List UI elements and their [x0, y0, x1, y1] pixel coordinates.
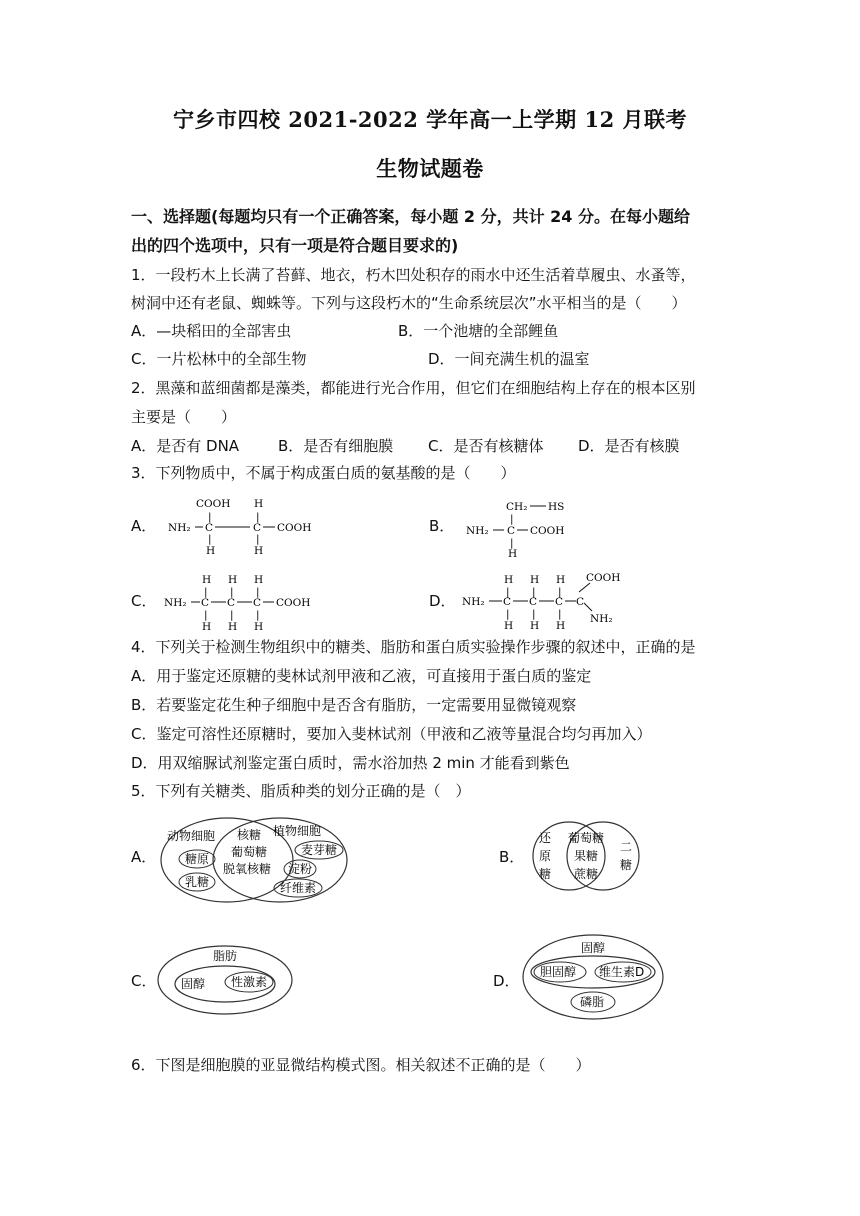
- svg-text:|: |: [558, 586, 562, 598]
- q2-stem-line-1: 2．黑藻和蓝细菌都是藻类，都能进行光合作用，但它们在细胞结构上存在的根本区别: [131, 379, 696, 397]
- svg-text:C: C: [205, 522, 214, 534]
- svg-text:糖: 糖: [539, 867, 552, 881]
- q3-option-b-label: B．: [429, 517, 455, 535]
- svg-text:|: |: [506, 586, 510, 598]
- svg-text:|: |: [230, 586, 234, 598]
- svg-text:H: H: [228, 574, 238, 586]
- svg-text:|: |: [204, 586, 208, 598]
- q4-option-c: C．鉴定可溶性还原糖时，要加入斐林试剂（甲液和乙液等量混合均匀再加入）: [131, 725, 652, 743]
- svg-text:|: |: [510, 513, 514, 525]
- svg-text:|: |: [230, 609, 234, 621]
- svg-text:麦芽糖: 麦芽糖: [301, 843, 338, 857]
- q1-option-a: A．—块稻田的全部害虫: [131, 322, 292, 340]
- q3-structure-c: [160, 572, 330, 634]
- svg-text:|: |: [532, 608, 536, 620]
- svg-text:H: H: [228, 621, 238, 633]
- svg-text:固醇: 固醇: [581, 941, 606, 955]
- svg-text:动物细胞: 动物细胞: [167, 829, 216, 843]
- q3a-bond-v1: |: [208, 511, 212, 523]
- svg-text:|: |: [256, 533, 260, 545]
- svg-text:H: H: [206, 545, 216, 557]
- svg-text:H: H: [504, 574, 514, 586]
- q4-option-a: A．用于鉴定还原糖的斐林试剂甲液和乙液，可直接用于蛋白质的鉴定: [131, 667, 592, 685]
- svg-text:|: |: [204, 609, 208, 621]
- svg-text:糖原: 糖原: [185, 852, 210, 866]
- svg-text:|: |: [532, 586, 536, 598]
- svg-text:淀粉: 淀粉: [288, 862, 313, 876]
- q4-stem: 4．下列关于检测生物组织中的糖类、脂肪和蛋白质实验操作步骤的叙述中，正确的是: [131, 638, 696, 656]
- svg-text:C: C: [529, 596, 538, 608]
- svg-text:二: 二: [620, 840, 633, 854]
- svg-text:|: |: [506, 608, 510, 620]
- svg-text:H: H: [508, 548, 518, 558]
- q3a-h-top: H: [254, 498, 264, 510]
- svg-text:葡萄糖: 葡萄糖: [568, 831, 605, 845]
- section-heading-line-2: 出的四个选项中，只有一项是符合题目要求的): [131, 236, 459, 255]
- svg-text:NH₂: NH₂: [590, 613, 613, 625]
- q3-option-d-label: D．: [429, 592, 456, 610]
- svg-text:核糖: 核糖: [237, 828, 262, 842]
- svg-text:糖: 糖: [620, 858, 633, 872]
- q1-stem-line-2: 树洞中还有老鼠、蜘蛛等。下列与这段朽木的“生命系统层次”水平相当的是（ ）: [131, 294, 687, 312]
- svg-text:H: H: [504, 620, 514, 632]
- q1-option-c: C．一片松林中的全部生物: [131, 350, 307, 368]
- q4-option-b: B．若要鉴定花生种子细胞中是否含有脂肪，一定需要用显微镜观察: [131, 696, 577, 714]
- q3a-nh2: NH₂: [168, 522, 191, 534]
- q2-option-d: D．是否有核膜: [578, 437, 680, 455]
- svg-text:NH₂: NH₂: [462, 596, 485, 608]
- svg-text:|: |: [208, 533, 212, 545]
- q3a-cooh-right: COOH: [277, 522, 312, 534]
- svg-text:H: H: [556, 574, 566, 586]
- q5-option-d-label: D．: [493, 972, 520, 990]
- svg-text:|: |: [558, 608, 562, 620]
- q1-stem-line-1: 1．一段朽木上长满了苔藓、地衣，朽木凹处积存的雨水中还生活着草履虫、水蚤等，: [131, 266, 696, 284]
- q3a-cooh-top: COOH: [196, 498, 231, 510]
- svg-text:乳糖: 乳糖: [185, 875, 210, 889]
- q2-option-c: C．是否有核糖体: [428, 437, 544, 455]
- svg-text:C: C: [555, 596, 564, 608]
- q1-option-d: D．一间充满生机的温室: [428, 350, 590, 368]
- q3-structure-d: [460, 566, 640, 634]
- svg-text:脂肪: 脂肪: [213, 949, 238, 963]
- svg-text:H: H: [556, 620, 566, 632]
- q5-option-c-label: C．: [131, 972, 157, 990]
- q5-venn-d: [520, 932, 666, 1022]
- svg-text:维生素D: 维生素D: [599, 965, 645, 979]
- svg-text:固醇: 固醇: [181, 977, 206, 991]
- svg-text:H: H: [530, 620, 540, 632]
- svg-text:植物细胞: 植物细胞: [273, 824, 322, 838]
- svg-text:HS: HS: [548, 501, 565, 513]
- svg-text:还: 还: [539, 831, 552, 845]
- q5-venn-b: [525, 818, 645, 894]
- svg-text:C: C: [253, 597, 262, 609]
- q2-stem-line-2: 主要是（ ）: [131, 408, 237, 426]
- svg-text:H: H: [530, 574, 540, 586]
- svg-text:胆固醇: 胆固醇: [540, 965, 577, 979]
- svg-text:原: 原: [539, 849, 552, 863]
- svg-text:蔗糖: 蔗糖: [574, 867, 599, 881]
- q3-structure-b: [460, 496, 600, 558]
- q3-stem: 3．下列物质中，不属于构成蛋白质的氨基酸的是（ ）: [131, 464, 516, 482]
- svg-text:COOH: COOH: [276, 597, 311, 609]
- svg-text:|: |: [510, 537, 514, 549]
- svg-text:H: H: [254, 621, 264, 633]
- svg-text:H: H: [202, 574, 212, 586]
- svg-text:COOH: COOH: [530, 525, 565, 537]
- svg-text:C: C: [253, 522, 262, 534]
- section-heading-line-1: 一、选择题(每题均只有一个正确答案，每小题 2 分，共计 24 分。在每小题给: [131, 207, 690, 226]
- svg-text:性激素: 性激素: [231, 975, 268, 989]
- q3-option-a-label: A．: [131, 517, 157, 535]
- svg-text:H: H: [202, 621, 212, 633]
- svg-text:果糖: 果糖: [574, 849, 599, 863]
- exam-title: 宁乡市四校 2021-2022 学年高一上学期 12 月联考: [172, 107, 688, 132]
- svg-text:NH₂: NH₂: [466, 525, 489, 537]
- q2-option-a: A．是否有 DNA: [131, 437, 240, 455]
- svg-text:葡萄糖: 葡萄糖: [231, 845, 268, 859]
- svg-text:NH₂: NH₂: [164, 597, 187, 609]
- q1-option-b: B．一个池塘的全部鲤鱼: [398, 322, 559, 340]
- svg-text:C: C: [201, 597, 210, 609]
- svg-text:CH₂: CH₂: [506, 501, 528, 513]
- q5-option-a-label: A．: [131, 848, 157, 866]
- svg-text:C: C: [503, 596, 512, 608]
- svg-text:C: C: [576, 596, 585, 608]
- q6-stem: 6．下图是细胞膜的亚显微结构模式图。相关叙述不正确的是（ ）: [131, 1056, 591, 1074]
- svg-text:C: C: [227, 597, 236, 609]
- q4-option-d: D．用双缩脲试剂鉴定蛋白质时，需水浴加热 2 min 才能看到紫色: [131, 754, 570, 772]
- svg-text:|: |: [256, 586, 260, 598]
- q2-option-b: B．是否有细胞膜: [278, 437, 394, 455]
- svg-text:COOH: COOH: [586, 572, 621, 584]
- svg-text:H: H: [254, 545, 264, 557]
- svg-text:|: |: [256, 511, 260, 523]
- svg-text:|: |: [256, 609, 260, 621]
- q3-structure-a: [160, 496, 340, 558]
- svg-text:纤维素: 纤维素: [280, 881, 317, 895]
- q5-stem: 5．下列有关糖类、脂质种类的划分正确的是（ ）: [131, 782, 471, 800]
- q5-venn-a: [155, 812, 365, 908]
- svg-text:磷脂: 磷脂: [580, 995, 605, 1009]
- q3-option-c-label: C．: [131, 592, 157, 610]
- svg-text:C: C: [507, 525, 516, 537]
- q5-venn-c: [155, 942, 295, 1018]
- svg-text:脱氧核糖: 脱氧核糖: [223, 862, 272, 876]
- q5-option-b-label: B．: [499, 848, 525, 866]
- exam-subtitle: 生物试题卷: [376, 156, 484, 181]
- svg-text:H: H: [254, 574, 264, 586]
